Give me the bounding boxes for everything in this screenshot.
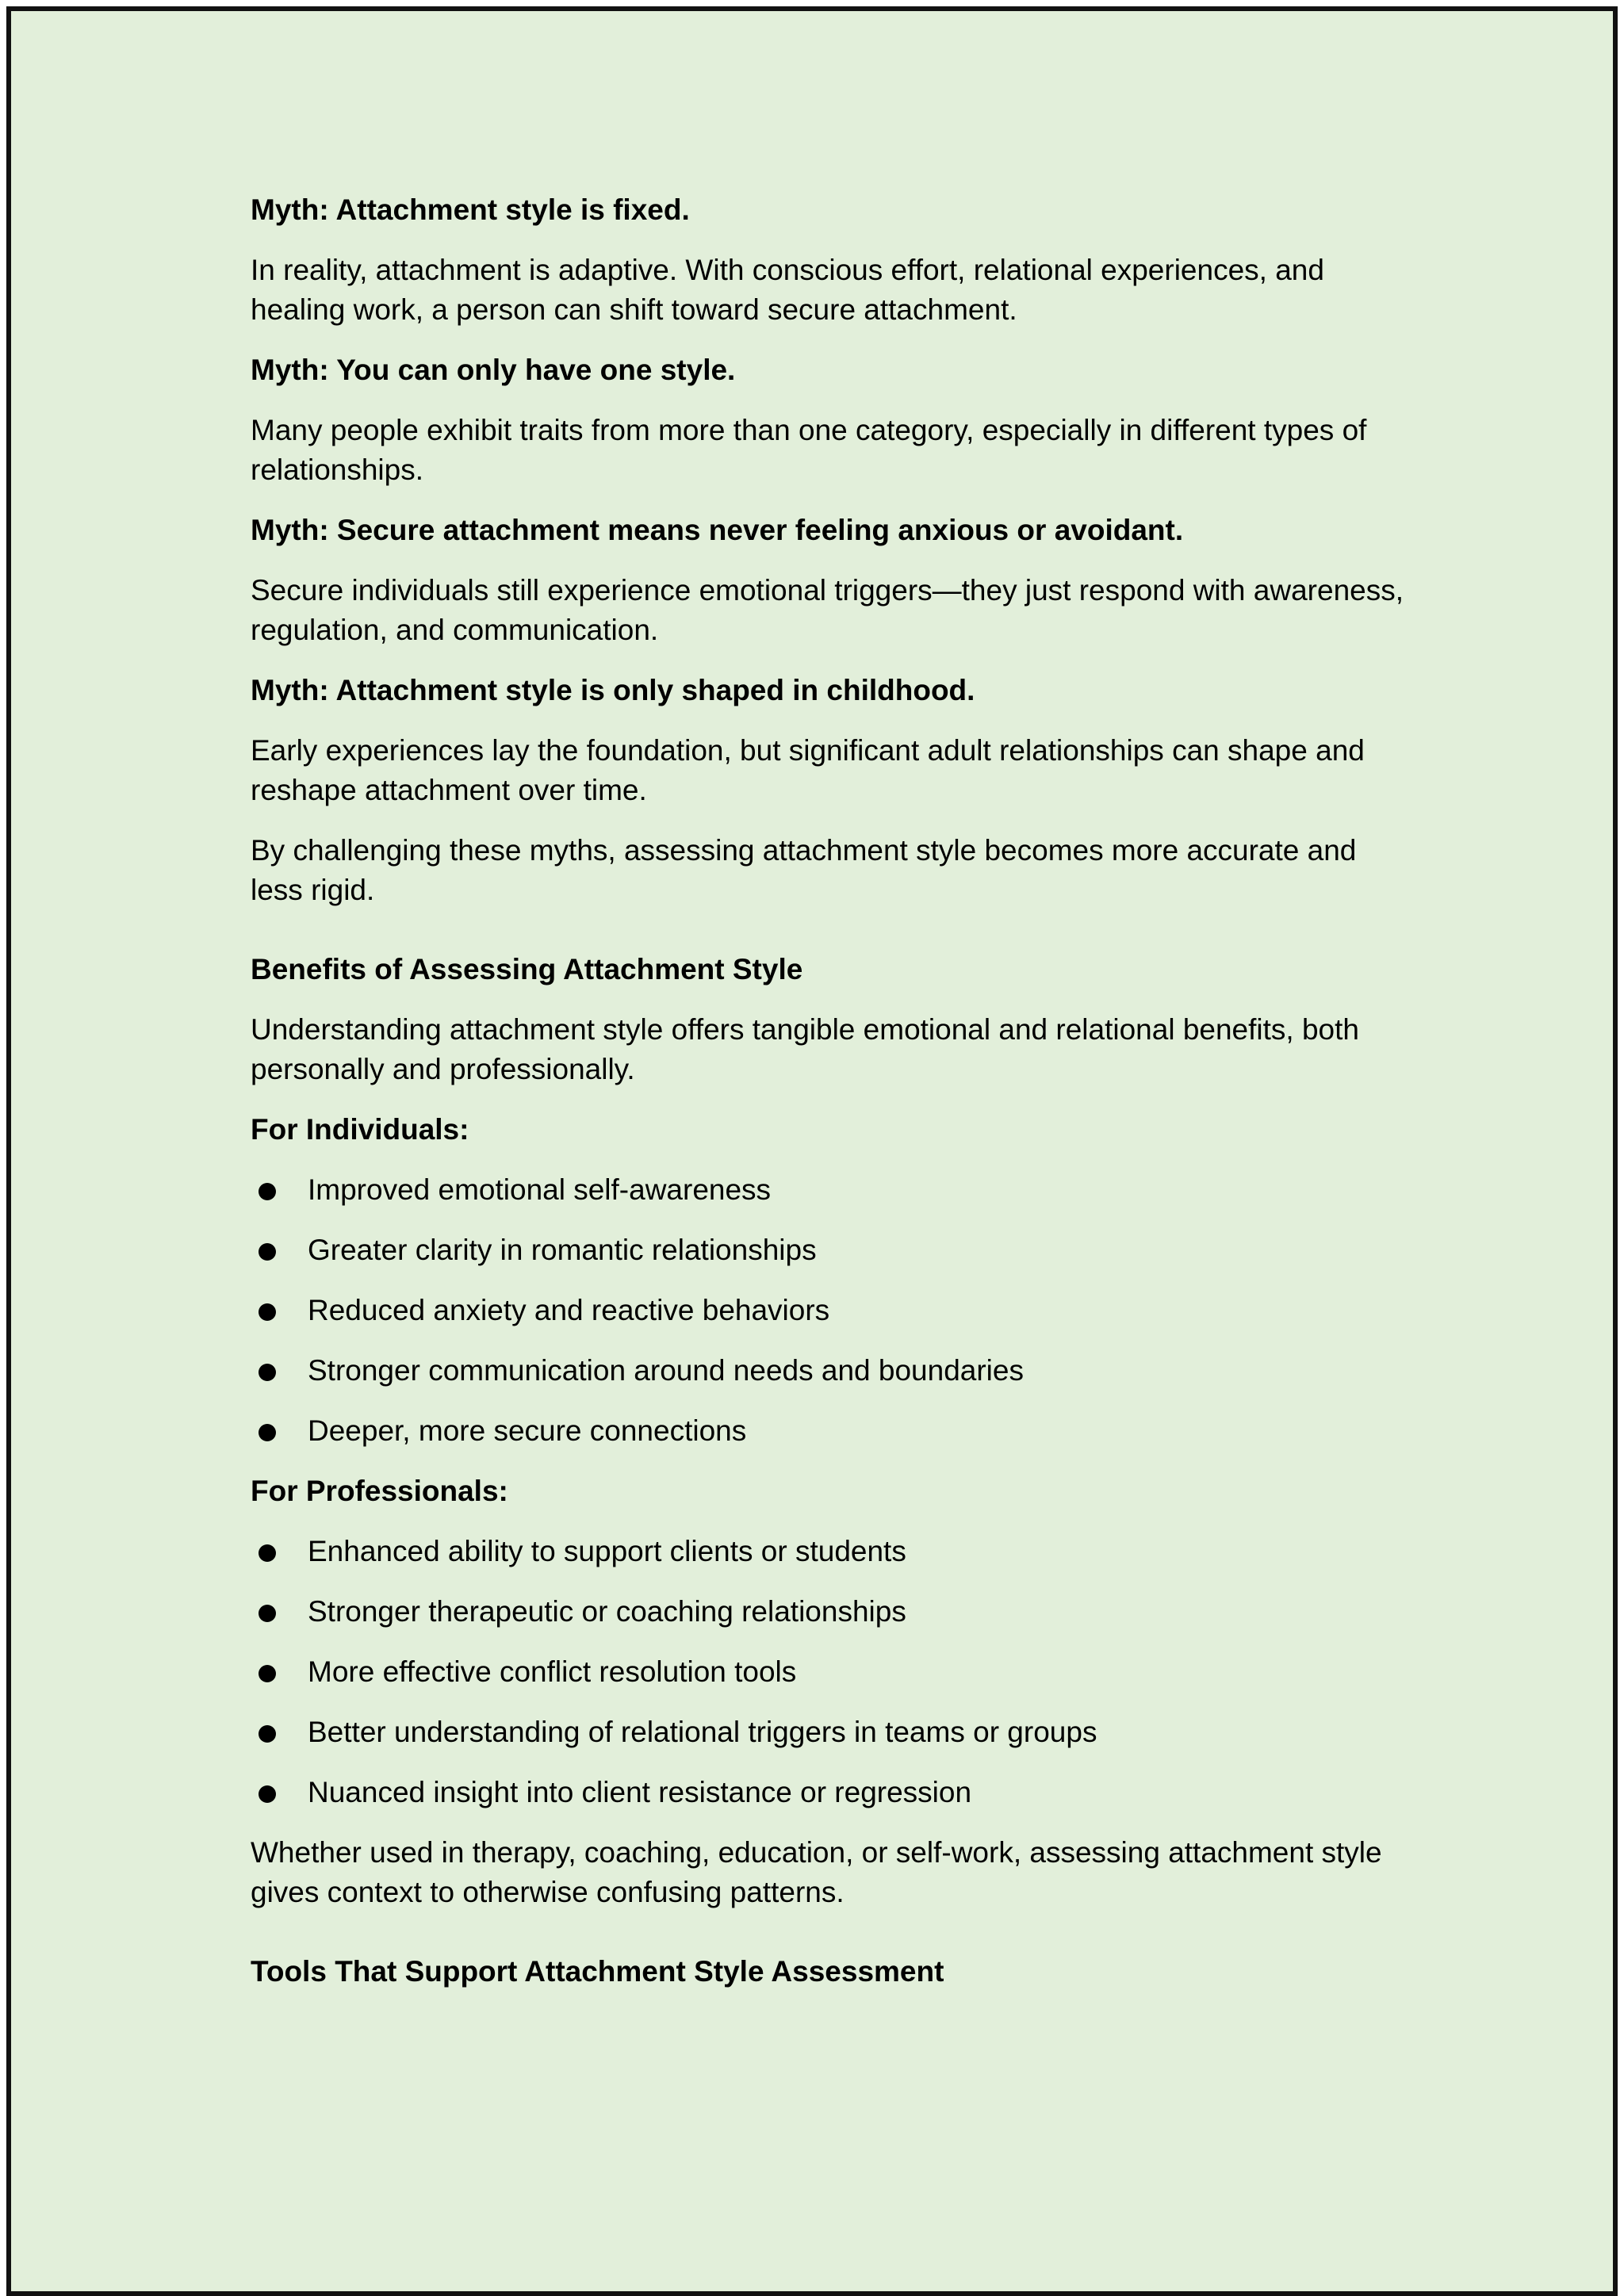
- list-item-text: Improved emotional self-awareness: [308, 1173, 772, 1206]
- list-item-text: Reduced anxiety and reactive behaviors: [308, 1294, 830, 1326]
- bullet-icon: [259, 1364, 276, 1381]
- list-item: [251, 1773, 1408, 1812]
- myth-explanation: Secure individuals still experience emotional triggers—they just respond with awareness, regulation, and communication.: [251, 574, 1404, 646]
- professionals-heading: For Professionals:: [251, 1475, 508, 1507]
- list-item: [251, 1230, 1408, 1270]
- myth-heading: Myth: You can only have one style.: [251, 354, 736, 386]
- document-content: [251, 190, 1408, 2012]
- bullet-icon: [259, 1303, 276, 1321]
- bullet-icon: [259, 1605, 276, 1622]
- myth-explanation: In reality, attachment is adaptive. With conscious effort, relational experiences, and healing work, a person can shift toward secure attachment.: [251, 254, 1324, 326]
- list-item: [251, 1351, 1408, 1391]
- list-item-text: Better understanding of relational triggers in teams or groups: [308, 1716, 1097, 1748]
- benefits-conclusion: Whether used in therapy, coaching, education, or self-work, assessing attachment style gives context to otherwise confusing patterns.: [251, 1836, 1382, 1908]
- individuals-heading: For Individuals:: [251, 1113, 469, 1146]
- benefits-heading: Benefits of Assessing Attachment Style: [251, 953, 803, 985]
- myth-explanation: Many people exhibit traits from more than one category, especially in different types of relationships.: [251, 414, 1367, 486]
- professionals-list: [251, 1532, 1408, 1812]
- bullet-icon: [259, 1183, 276, 1200]
- bullet-icon: [259, 1725, 276, 1743]
- list-item-text: Nuanced insight into client resistance or regression: [308, 1776, 972, 1808]
- bullet-icon: [259, 1243, 276, 1261]
- list-item-text: Stronger communication around needs and boundaries: [308, 1354, 1024, 1387]
- list-item: [251, 1170, 1408, 1210]
- myth-heading: Myth: Secure attachment means never feeling anxious or avoidant.: [251, 514, 1184, 546]
- list-item: [251, 1592, 1408, 1632]
- myths-conclusion: By challenging these myths, assessing attachment style becomes more accurate and less rigid.: [251, 834, 1357, 906]
- list-item: [251, 1532, 1408, 1571]
- list-item-text: Enhanced ability to support clients or students: [308, 1535, 906, 1567]
- benefits-intro: Understanding attachment style offers tangible emotional and relational benefits, both personally and professionally.: [251, 1013, 1359, 1085]
- bullet-icon: [259, 1665, 276, 1682]
- myth-heading: Myth: Attachment style is only shaped in childhood.: [251, 674, 975, 706]
- bullet-icon: [259, 1785, 276, 1803]
- list-item: [251, 1411, 1408, 1451]
- myth-explanation: Early experiences lay the foundation, but significant adult relationships can shape and reshape attachment over time.: [251, 734, 1365, 806]
- individuals-list: [251, 1170, 1408, 1451]
- bullet-icon: [259, 1544, 276, 1562]
- list-item: [251, 1652, 1408, 1692]
- myth-heading: Myth: Attachment style is fixed.: [251, 193, 690, 226]
- list-item: [251, 1291, 1408, 1330]
- list-item-text: Greater clarity in romantic relationships: [308, 1234, 817, 1266]
- list-item: [251, 1712, 1408, 1752]
- page-frame: [6, 6, 1618, 2296]
- list-item-text: Stronger therapeutic or coaching relationships: [308, 1595, 906, 1628]
- list-item-text: Deeper, more secure connections: [308, 1414, 747, 1447]
- list-item-text: More effective conflict resolution tools: [308, 1655, 797, 1688]
- bullet-icon: [259, 1424, 276, 1441]
- tools-heading: Tools That Support Attachment Style Assessment: [251, 1955, 944, 1988]
